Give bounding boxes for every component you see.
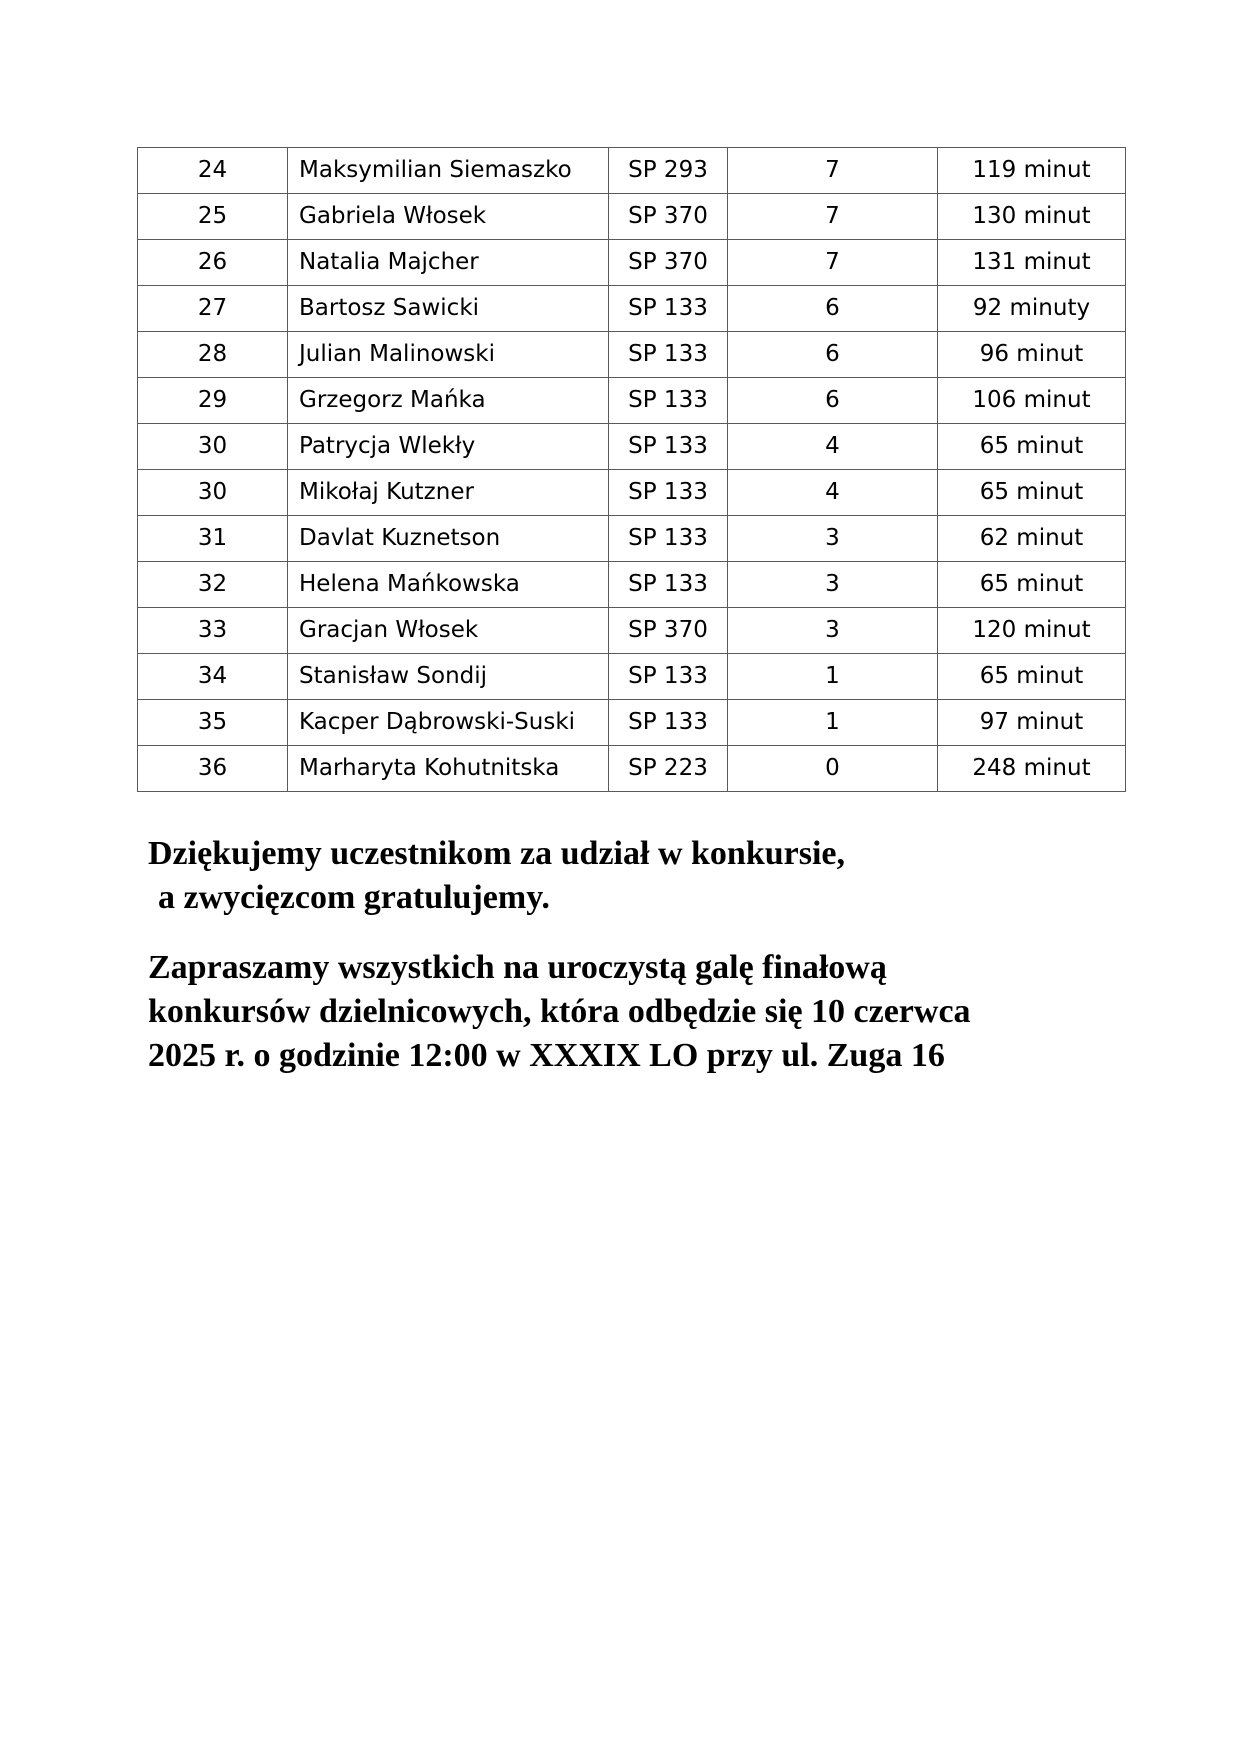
points-cell: 6 (728, 332, 938, 378)
place-cell: 27 (138, 286, 288, 332)
school-cell: SP 370 (609, 608, 728, 654)
name-cell: Kacper Dąbrowski-Suski (288, 700, 609, 746)
points-cell: 4 (728, 470, 938, 516)
name-cell: Marharyta Kohutnitska (288, 746, 609, 792)
school-cell: SP 293 (609, 148, 728, 194)
place-cell: 30 (138, 424, 288, 470)
school-cell: SP 370 (609, 240, 728, 286)
school-cell: SP 133 (609, 424, 728, 470)
place-cell: 30 (138, 470, 288, 516)
place-cell: 34 (138, 654, 288, 700)
thanks-message (148, 832, 845, 920)
place-cell: 35 (138, 700, 288, 746)
time-cell: 96 minut (938, 332, 1126, 378)
table-row (138, 424, 1126, 470)
time-cell: 97 minut (938, 700, 1126, 746)
school-cell: SP 370 (609, 194, 728, 240)
points-cell: 7 (728, 148, 938, 194)
table-row (138, 746, 1126, 792)
results-table (137, 147, 1126, 792)
name-cell: Davlat Kuznetson (288, 516, 609, 562)
name-cell: Maksymilian Siemaszko (288, 148, 609, 194)
points-cell: 4 (728, 424, 938, 470)
time-cell: 119 minut (938, 148, 1126, 194)
school-cell: SP 133 (609, 700, 728, 746)
table-row (138, 194, 1126, 240)
school-cell: SP 133 (609, 654, 728, 700)
points-cell: 6 (728, 286, 938, 332)
name-cell: Julian Malinowski (288, 332, 609, 378)
time-cell: 65 minut (938, 562, 1126, 608)
table-row (138, 240, 1126, 286)
points-cell: 1 (728, 700, 938, 746)
place-cell: 31 (138, 516, 288, 562)
invitation-line-2: konkursów dzielnicowych, która odbędzie się 10 czerwca (148, 993, 971, 1030)
time-cell: 65 minut (938, 470, 1126, 516)
time-cell: 65 minut (938, 654, 1126, 700)
time-cell: 106 minut (938, 378, 1126, 424)
thanks-line-2: a zwycięzcom gratulujemy. (158, 879, 550, 916)
time-cell: 248 minut (938, 746, 1126, 792)
name-cell: Stanisław Sondij (288, 654, 609, 700)
table-row (138, 332, 1126, 378)
name-cell: Natalia Majcher (288, 240, 609, 286)
place-cell: 26 (138, 240, 288, 286)
points-cell: 6 (728, 378, 938, 424)
invitation-line-1: Zapraszamy wszystkich na uroczystą galę finałową (148, 949, 887, 986)
thanks-line-1: Dziękujemy uczestnikom za udział w konkursie, (148, 835, 845, 872)
points-cell: 3 (728, 562, 938, 608)
points-cell: 0 (728, 746, 938, 792)
time-cell: 130 minut (938, 194, 1126, 240)
table-row (138, 608, 1126, 654)
place-cell: 36 (138, 746, 288, 792)
place-cell: 24 (138, 148, 288, 194)
invitation-message (148, 946, 971, 1078)
points-cell: 3 (728, 608, 938, 654)
time-cell: 120 minut (938, 608, 1126, 654)
invitation-line-3: 2025 r. o godzinie 12:00 w XXXIX LO przy ul. Zuga 16 (148, 1037, 945, 1074)
name-cell: Mikołaj Kutzner (288, 470, 609, 516)
results-table-body (138, 148, 1126, 792)
table-row (138, 516, 1126, 562)
name-cell: Patrycja Wlekły (288, 424, 609, 470)
table-row (138, 470, 1126, 516)
place-cell: 32 (138, 562, 288, 608)
place-cell: 25 (138, 194, 288, 240)
table-row (138, 562, 1126, 608)
name-cell: Helena Mańkowska (288, 562, 609, 608)
points-cell: 1 (728, 654, 938, 700)
school-cell: SP 133 (609, 470, 728, 516)
table-row (138, 654, 1126, 700)
table-row (138, 148, 1126, 194)
name-cell: Gracjan Włosek (288, 608, 609, 654)
time-cell: 131 minut (938, 240, 1126, 286)
points-cell: 3 (728, 516, 938, 562)
table-row (138, 700, 1126, 746)
points-cell: 7 (728, 194, 938, 240)
school-cell: SP 133 (609, 516, 728, 562)
table-row (138, 286, 1126, 332)
school-cell: SP 133 (609, 562, 728, 608)
school-cell: SP 133 (609, 378, 728, 424)
name-cell: Bartosz Sawicki (288, 286, 609, 332)
place-cell: 33 (138, 608, 288, 654)
points-cell: 7 (728, 240, 938, 286)
school-cell: SP 223 (609, 746, 728, 792)
school-cell: SP 133 (609, 286, 728, 332)
name-cell: Gabriela Włosek (288, 194, 609, 240)
time-cell: 92 minuty (938, 286, 1126, 332)
time-cell: 65 minut (938, 424, 1126, 470)
name-cell: Grzegorz Mańka (288, 378, 609, 424)
place-cell: 28 (138, 332, 288, 378)
time-cell: 62 minut (938, 516, 1126, 562)
school-cell: SP 133 (609, 332, 728, 378)
table-row (138, 378, 1126, 424)
place-cell: 29 (138, 378, 288, 424)
